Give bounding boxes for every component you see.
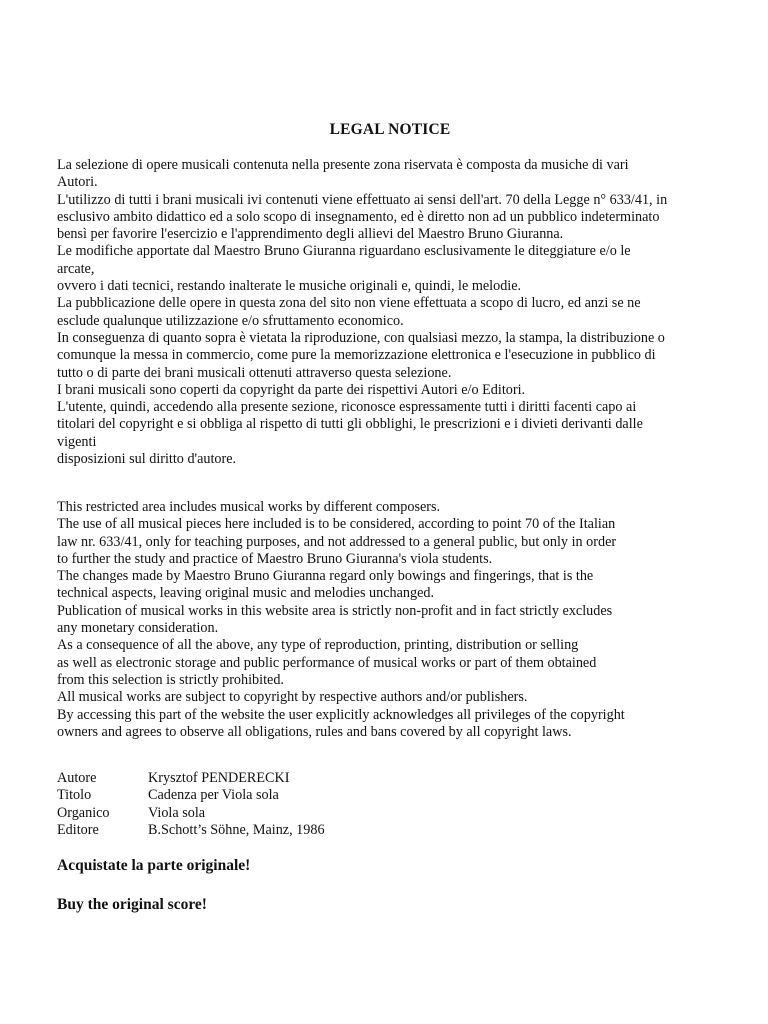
italian-line: In conseguenza di quanto sopra è vietata la riproduzione, con qualsiasi mezzo, la stampa, la distribuzione o <box>57 329 665 346</box>
detail-value: Krysztof PENDERECKI <box>148 770 290 786</box>
italian-notice <box>57 157 667 468</box>
italian-line: comunque la messa in commercio, come pure la memorizzazione elettronica e l'esecuzione in pubblico di <box>57 347 656 364</box>
english-line: The changes made by Maestro Bruno Giuranna regard only bowings and fingerings, that is the <box>57 568 594 585</box>
italian-line: ovvero i dati tecnici, restando inalterate le musiche originali e, quindi, le melodie. <box>57 278 522 295</box>
detail-label: Editore <box>57 821 99 838</box>
italian-line: arcate, <box>57 260 95 277</box>
buy-original-english: Buy the original score! <box>57 896 207 913</box>
english-line: from this selection is strictly prohibited. <box>57 671 284 688</box>
english-line: to further the study and practice of Maestro Bruno Giuranna's viola students. <box>57 550 493 567</box>
english-line: owners and agrees to observe all obligations, rules and bans covered by all copyright laws. <box>57 723 572 740</box>
english-line: Publication of musical works in this website area is strictly non-profit and in fact strictly excludes <box>57 602 613 619</box>
buy-original-italian: Acquistate la parte originale! <box>57 857 251 874</box>
english-line: By accessing this part of the website the user explicitly acknowledges all privileges of the copyright <box>57 706 625 723</box>
english-notice <box>57 499 625 741</box>
english-line: All musical works are subject to copyright by respective authors and/or publishers. <box>57 689 528 706</box>
italian-line: bensì per favorire l'esercizio e l'apprendimento degli allievi del Maestro Bruno Giuranna. <box>57 226 564 243</box>
detail-label: Autore <box>57 770 97 786</box>
italian-line: titolari del copyright e si obbliga al rispetto di tutti gli obblighi, le prescrizioni e i divieti derivanti dalle <box>57 416 643 433</box>
english-line: law nr. 633/41, only for teaching purposes, and not addressed to a general public, but only in order <box>57 533 617 550</box>
detail-value: Cadenza per Viola sola <box>148 787 279 804</box>
english-line: This restricted area includes musical works by different composers. <box>57 499 441 515</box>
italian-line: I brani musicali sono coperti da copyright da parte dei rispettivi Autori e/o Editori. <box>57 381 526 398</box>
english-line: technical aspects, leaving original music and melodies unchanged. <box>57 585 435 602</box>
italian-line: disposizioni sul diritto d'autore. <box>57 451 237 468</box>
english-line: The use of all musical pieces here included is to be considered, according to point 70 of the Italian <box>57 516 616 533</box>
score-details <box>57 770 325 839</box>
italian-line: Autori. <box>57 174 98 191</box>
detail-value: B.Schott’s Söhne, Mainz, 1986 <box>148 821 325 838</box>
detail-row-title <box>57 787 325 804</box>
detail-row-author <box>57 770 325 787</box>
english-line: as well as electronic storage and public performance of musical works or part of them obtained <box>57 654 597 671</box>
italian-line: L'utente, quindi, accedendo alla presente sezione, riconosce espressamente tutti i diritti facenti capo ai <box>57 399 637 416</box>
detail-row-instrumentation <box>57 805 325 822</box>
detail-label: Organico <box>57 804 110 821</box>
italian-line: La selezione di opere musicali contenuta nella presente zona riservata è composta da musiche di vari <box>57 157 629 173</box>
italian-line: esclude qualunque utilizzazione e/o sfruttamento economico. <box>57 312 404 329</box>
italian-line: vigenti <box>57 433 97 450</box>
italian-line: La pubblicazione delle opere in questa zona del sito non viene effettuata a scopo di lucro, ed anzi se ne <box>57 295 641 312</box>
english-line: As a consequence of all the above, any type of reproduction, printing, distribution or selling <box>57 637 579 654</box>
english-line: any monetary consideration. <box>57 620 219 637</box>
page-title: LEGAL NOTICE <box>329 121 451 138</box>
detail-value: Viola sola <box>148 804 206 821</box>
italian-line: L'utilizzo di tutti i brani musicali ivi contenuti viene effettuato ai sensi dell'art. 70 della Legge n° 633/41, in <box>57 191 668 208</box>
detail-label: Titolo <box>57 787 92 804</box>
detail-row-publisher <box>57 822 325 839</box>
italian-line: esclusivo ambito didattico ed a solo scopo di insegnamento, ed è diretto non ad un pubblico indeterminato <box>57 208 660 225</box>
italian-line: Le modifiche apportate dal Maestro Bruno Giuranna riguardano esclusivamente le diteggiature e/o le <box>57 243 631 260</box>
italian-line: tutto o di parte dei brani musicali ottenuti attraverso questa selezione. <box>57 364 452 381</box>
